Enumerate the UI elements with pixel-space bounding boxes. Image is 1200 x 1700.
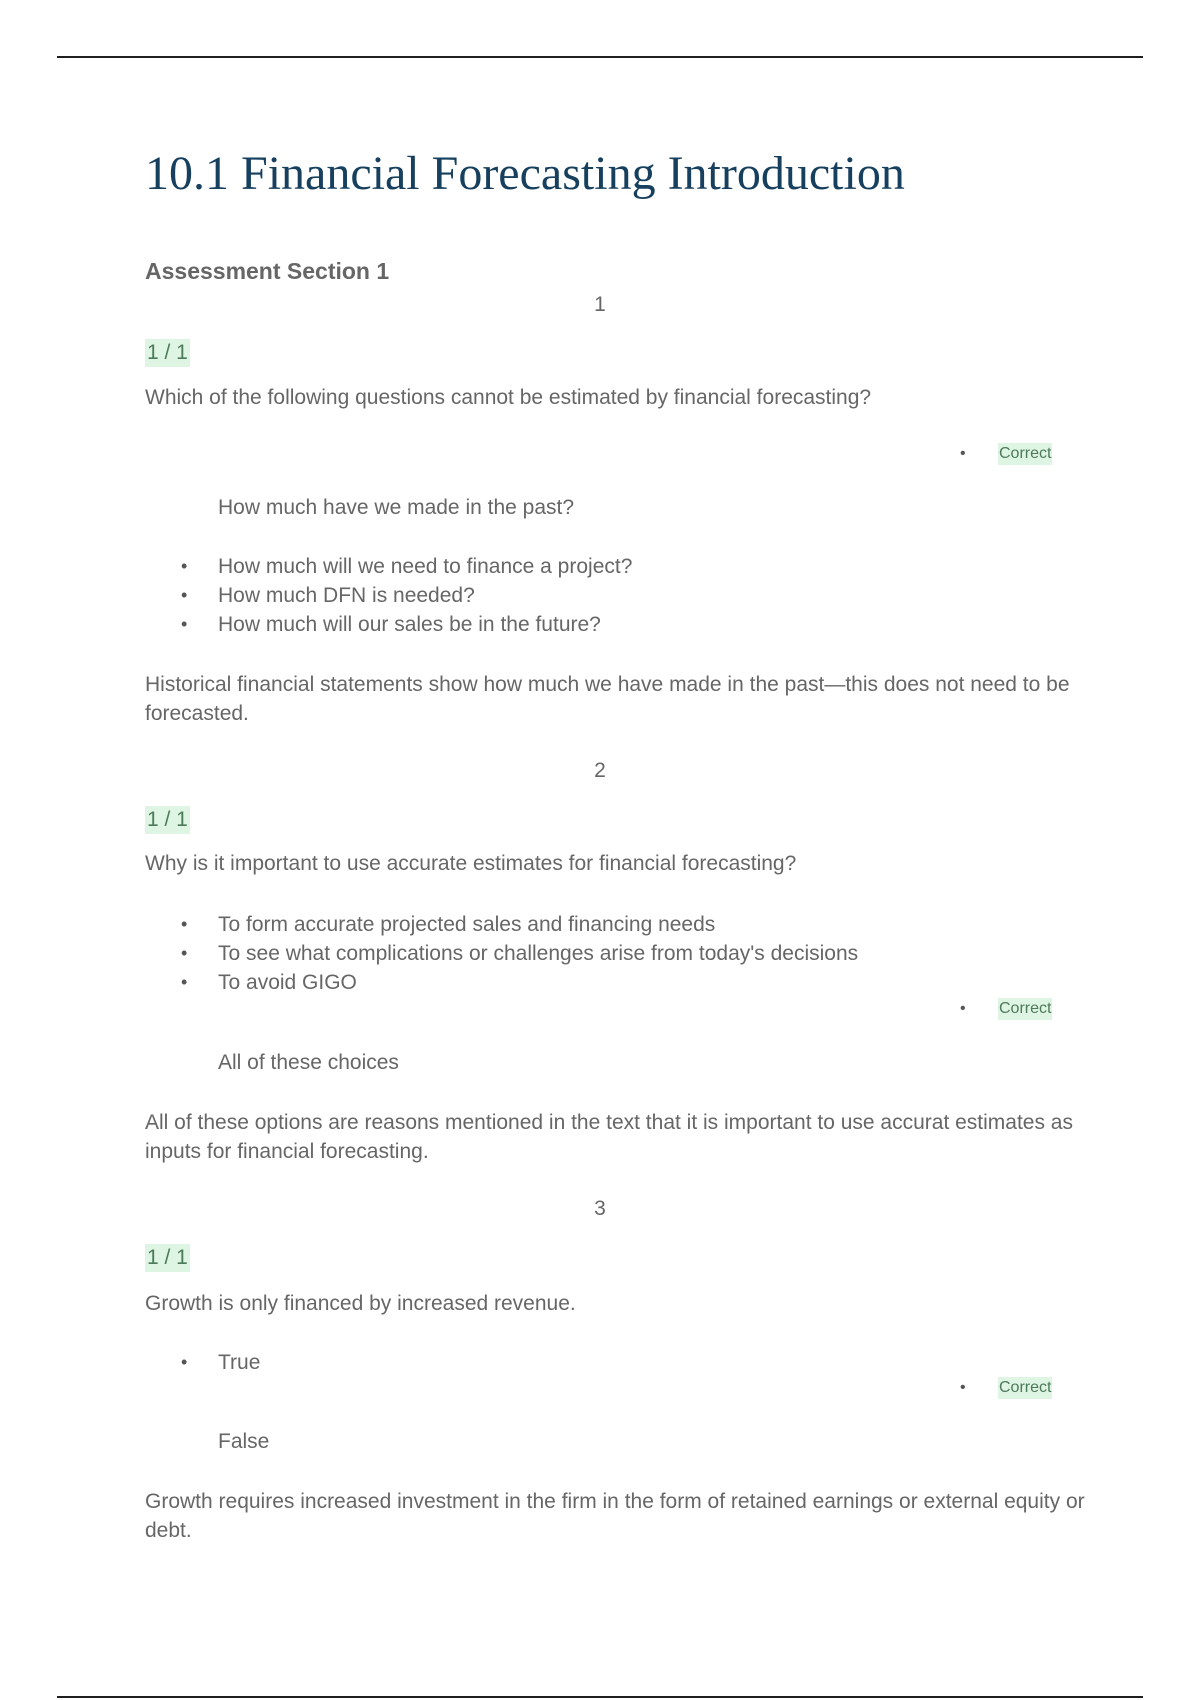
option-item[interactable]	[145, 939, 858, 968]
option-list	[145, 910, 858, 997]
score-badge: 1 / 1	[145, 1244, 190, 1272]
selected-answer[interactable]: How much have we made in the past?	[218, 496, 575, 519]
bullet-icon: •	[181, 972, 188, 992]
question-prompt: Which of the following questions cannot be estimated by financial forecasting?	[145, 386, 872, 409]
option-item[interactable]	[145, 581, 632, 610]
option-label: To form accurate projected sales and financing needs	[218, 913, 716, 936]
option-label: True	[218, 1351, 261, 1374]
answer-explanation: Historical financial statements show how much we have made in the past—this does not need to be forecasted.	[145, 673, 1070, 725]
bullet-icon: •	[181, 585, 188, 605]
bullet-icon: •	[181, 614, 188, 634]
option-item[interactable]	[145, 610, 632, 639]
question-prompt: Growth is only financed by increased revenue.	[145, 1292, 576, 1315]
option-item[interactable]	[145, 552, 632, 581]
selected-answer[interactable]: False	[218, 1430, 270, 1453]
bullet-icon: •	[181, 914, 188, 934]
bullet-icon: •	[960, 1379, 966, 1396]
answer-explanation: All of these options are reasons mentioned in the text that it is important to use accurat estimates as inputs for financial forecasting.	[145, 1111, 1073, 1163]
page-title: 10.1 Financial Forecasting Introduction	[145, 147, 905, 200]
correct-badge: Correct	[998, 1377, 1052, 1399]
option-label: To avoid GIGO	[218, 971, 357, 994]
answer-explanation: Growth requires increased investment in the firm in the form of retained earnings or external equity or debt.	[145, 1490, 1085, 1542]
bullet-icon: •	[181, 1352, 188, 1372]
selected-answer[interactable]: All of these choices	[218, 1051, 399, 1074]
option-list	[145, 552, 632, 639]
correct-badge: Correct	[998, 443, 1052, 465]
bullet-icon: •	[960, 1000, 966, 1017]
question-number: 2	[594, 759, 606, 782]
option-item[interactable]	[145, 968, 858, 997]
bullet-icon: •	[960, 445, 966, 462]
option-label: How much will our sales be in the future?	[218, 613, 601, 636]
bullet-icon: •	[181, 943, 188, 963]
option-label: How much will we need to finance a project?	[218, 555, 633, 578]
option-item[interactable]	[145, 1348, 260, 1377]
question-number: 1	[594, 293, 606, 316]
section-heading: Assessment Section 1	[145, 258, 390, 284]
question-prompt: Why is it important to use accurate estimates for financial forecasting?	[145, 852, 797, 875]
question-number: 3	[594, 1197, 606, 1220]
option-label: To see what complications or challenges arise from today's decisions	[218, 942, 859, 965]
option-item[interactable]	[145, 910, 858, 939]
bullet-icon: •	[181, 556, 188, 576]
correct-badge: Correct	[998, 998, 1052, 1020]
bottom-rule	[57, 1696, 1143, 1698]
option-list	[145, 1348, 260, 1377]
option-label: How much DFN is needed?	[218, 584, 475, 607]
score-badge: 1 / 1	[145, 806, 190, 834]
top-rule	[57, 56, 1143, 58]
score-badge: 1 / 1	[145, 339, 190, 367]
